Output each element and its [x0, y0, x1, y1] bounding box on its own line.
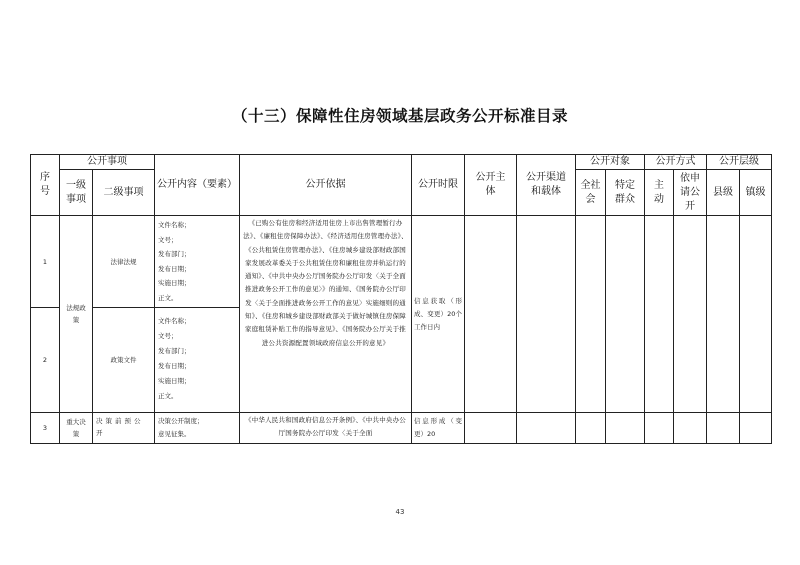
rows-1-2-time-limit: 信息获取（形成、变更）20个工作日内 [412, 216, 465, 413]
rows-1-2-obj-public [576, 216, 606, 413]
row2-content: 文件名称； 文号； 发布部门； 发布日期； 实施日期； 正文。 [155, 308, 240, 413]
header-level-county: 县级 [707, 170, 740, 216]
row3-content: 决策公开制度； 意见征集。 [155, 413, 240, 444]
row3-basis: 《中华人民共和国政府信息公开条例》、《中共中央办公厅国务院办公厅印发〈关于全面 [240, 413, 412, 444]
header-level-town: 镇级 [740, 170, 772, 216]
table-row [31, 216, 772, 308]
table-row [31, 413, 772, 444]
rows-1-2-basis: 《已购公有住房和经济适用住房上市出售管理暂行办法》、《廉租住房保障办法》、《经济适用住房管理办法》、《公共租赁住房管理办法》、《住房城乡建设部财政部国家发展改革委关于公共租赁住房和廉租住房并轨运行的通知》、《中共中央办公厅国务院办公厅印发〈关于全面推进政务公开工作的意见〉》的通知、《国务院办公厅印发〈关于全面推进政务公开工作的意见〉实施细则的通知》、《住房和城乡建设部财政部关于做好城镇住房保障家庭租赁补贴工作的指导意见》、《国务院办公厅关于推进公共资源配置领域政府信息公开的意见》 [240, 216, 412, 413]
row3-subject [465, 413, 517, 444]
header-level1: 一级事项 [60, 170, 93, 216]
row1-level1: 法规政策 [60, 216, 93, 413]
row3-level-town [740, 413, 772, 444]
row3-method-active [645, 413, 674, 444]
header-method-request: 依申请公开 [674, 170, 707, 216]
row3-time-limit: 信息形成（变更）20 [412, 413, 465, 444]
row1-content: 文件名称； 文号； 发布部门； 发布日期； 实施日期； 正文。 [155, 216, 240, 308]
header-level-group: 公开层级 [707, 155, 772, 170]
row3-level1: 重大决策 [60, 413, 93, 444]
row2-level2: 政策文件 [93, 308, 155, 413]
disclosure-catalog-table [30, 154, 772, 444]
row3-method-request [674, 413, 707, 444]
header-basis: 公开依据 [240, 155, 412, 216]
rows-1-2-subject [465, 216, 517, 413]
row3-seq: 3 [31, 413, 60, 444]
header-content: 公开内容（要素） [155, 155, 240, 216]
header-object-group: 公开对象 [576, 155, 645, 170]
header-obj-public: 全社会 [576, 170, 606, 216]
rows-1-2-obj-specific [606, 216, 645, 413]
header-subject: 公开主体 [465, 155, 517, 216]
row3-obj-public [576, 413, 606, 444]
rows-1-2-method-request [674, 216, 707, 413]
row3-level-county [707, 413, 740, 444]
row3-obj-specific [606, 413, 645, 444]
header-obj-specific: 特定群众 [606, 170, 645, 216]
rows-1-2-channel [517, 216, 576, 413]
row3-channel [517, 413, 576, 444]
header-seq: 序号 [31, 155, 60, 216]
row3-level2: 决策前预公开 [93, 413, 155, 444]
row1-level2: 法律法规 [93, 216, 155, 308]
header-channel: 公开渠道和载体 [517, 155, 576, 216]
row1-seq: 1 [31, 216, 60, 308]
header-time-limit: 公开时限 [412, 155, 465, 216]
header-items-group: 公开事项 [60, 155, 155, 170]
page-number: 43 [395, 508, 405, 516]
rows-1-2-level-county [707, 216, 740, 413]
header-level2: 二级事项 [93, 170, 155, 216]
rows-1-2-level-town [740, 216, 772, 413]
row2-seq: 2 [31, 308, 60, 413]
header-row-1 [31, 155, 772, 170]
header-method-group: 公开方式 [645, 155, 707, 170]
page-title: （十三）保障性住房领域基层政务公开标准目录 [231, 106, 568, 125]
header-method-active: 主动 [645, 170, 674, 216]
rows-1-2-method-active [645, 216, 674, 413]
